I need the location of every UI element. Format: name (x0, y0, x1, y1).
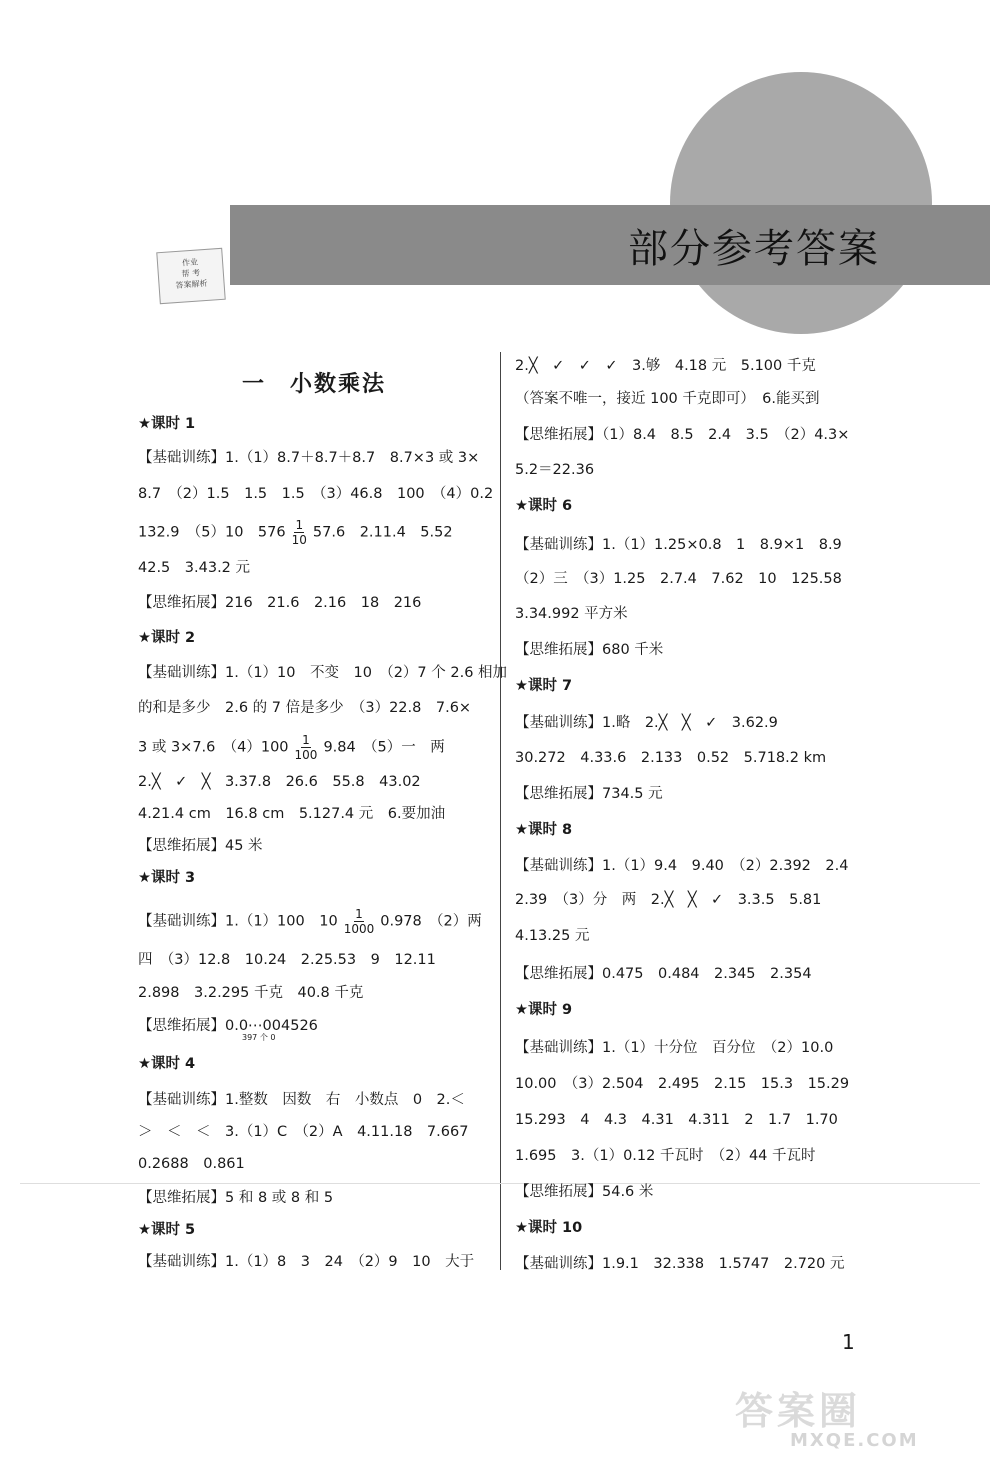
answer-line: 【思维拓展】45 米 (138, 838, 263, 854)
lesson-heading: ★课时 9 (515, 1002, 573, 1018)
answer-line: 的和是多少 2.6 的 7 倍是多少 （3）22.8 7.6× (138, 700, 472, 716)
column-divider (500, 352, 501, 1270)
lesson-heading: ★课时 3 (138, 870, 196, 886)
decorative-circle (670, 72, 932, 334)
answer-line: 8.7 （2）1.5 1.5 1.5 （3）46.8 100 （4）0.2 (138, 486, 494, 502)
watermark-logo: 答案圈 (735, 1389, 862, 1433)
answer-line: 【基础训练】1.（1）8 3 24 （2）9 10 大于 (138, 1254, 475, 1270)
answer-line: 【基础训练】1.（1）1.25×0.8 1 8.9×1 8.9 (515, 537, 842, 553)
answer-line: 【基础训练】1.（1）十分位 百分位 （2）10.0 (515, 1040, 834, 1056)
answer-line: 四 （3）12.8 10.24 2.25.53 9 12.11 (138, 952, 436, 968)
answer-line: 1.695 3.（1）0.12 千瓦时 （2）44 千瓦时 (515, 1148, 816, 1164)
answer-line: 10.00 （3）2.504 2.495 2.15 15.3 15.29 (515, 1076, 850, 1092)
answer-line: 2.╳ ✓ ╳ 3.37.8 26.6 55.8 43.02 (138, 774, 421, 790)
lesson-heading: ★课时 8 (515, 822, 573, 838)
answer-line: 【基础训练】1.整数 因数 右 小数点 0 2.＜ (138, 1092, 465, 1108)
answer-line: （2）三 （3）1.25 2.7.4 7.62 10 125.58 (515, 571, 842, 587)
fraction: $\frac{1}{1000}$ (343, 907, 375, 936)
fraction: $\frac{1}{10}$ (291, 518, 307, 547)
lesson-heading: ★课时 2 (138, 630, 196, 646)
lesson-heading: ★课时 7 (515, 678, 573, 694)
answer-line: 【基础训练】1.9.1 32.338 1.5747 2.720 元 (515, 1256, 845, 1272)
answer-line: 5.2＝22.36 (515, 462, 595, 478)
lesson-heading: ★课时 5 (138, 1222, 196, 1238)
horizontal-rule (20, 1183, 980, 1184)
answer-line: 【思维拓展】680 千米 (515, 642, 664, 658)
answer-line: 2.898 3.2.295 千克 40.8 千克 (138, 985, 364, 1001)
answer-line: 3 或 3×7.6 （4）100 $\frac{1}{100}$ 9.84 （5）一 两 (138, 733, 445, 762)
answer-line: 132.9 （5）10 576 $\frac{1}{10}$ 57.6 2.11.4 5.52 (138, 518, 453, 547)
answer-line: 【基础训练】1.（1）9.4 9.40 （2）2.392 2.4 (515, 858, 849, 874)
answer-line: 【思维拓展】734.5 元 (515, 786, 663, 802)
answer-line: 3.34.992 平方米 (515, 606, 628, 622)
answer-line: 4.13.25 元 (515, 928, 590, 944)
page-title: 部分参考答案 (628, 225, 880, 272)
answer-line: 2.╳ ✓ ✓ ✓ 3.够 4.18 元 5.100 千克 (515, 358, 816, 374)
answer-line: 【基础训练】1.（1）8.7＋8.7＋8.7 8.7×3 或 3× (138, 450, 480, 466)
fraction: $\frac{1}{100}$ (294, 733, 318, 762)
lesson-heading: ★课时 4 (138, 1056, 196, 1072)
answer-line: 【思维拓展】0.0⋯004526 (138, 1018, 318, 1034)
answer-line: 【基础训练】1.（1）100 10 $\frac{1}{1000}$ 0.978 （2）两 (138, 907, 482, 936)
answer-line: 【思维拓展】5 和 8 或 8 和 5 (138, 1190, 334, 1206)
answer-line: 15.293 4 4.3 4.31 4.311 2 1.7 1.70 (515, 1112, 838, 1128)
answer-line: 4.21.4 cm 16.8 cm 5.127.4 元 6.要加油 (138, 806, 446, 822)
answer-line: ＞ ＜ ＜ 3.（1）C （2）A 4.11.18 7.667 (138, 1124, 469, 1140)
answer-line: （答案不唯一，接近 100 千克即可） 6.能买到 (515, 391, 820, 407)
page-number: 1 (842, 1330, 855, 1354)
lesson-heading: ★课时 1 (138, 416, 196, 432)
answer-line: 【基础训练】1.（1）10 不变 10 （2）7 个 2.6 相加 (138, 665, 508, 681)
answer-line: 【思维拓展】54.6 米 (515, 1184, 654, 1200)
answer-line: 【思维拓展】216 21.6 2.16 18 216 (138, 595, 422, 611)
lesson-heading: ★课时 6 (515, 498, 573, 514)
section-title: 一 小数乘法 (241, 372, 386, 397)
answer-line: 2.39 （3）分 两 2.╳ ╳ ✓ 3.3.5 5.81 (515, 892, 822, 908)
stamp-image: 作业 帮 考 答案解析 (156, 248, 225, 304)
answer-line: 【思维拓展】（1）8.4 8.5 2.4 3.5 （2）4.3× (515, 427, 850, 443)
answer-line: 42.5 3.43.2 元 (138, 560, 251, 576)
answer-line: 30.272 4.33.6 2.133 0.52 5.718.2 km (515, 750, 827, 766)
watermark-site: MXQE.COM (790, 1430, 919, 1451)
answer-line: 【思维拓展】0.475 0.484 2.345 2.354 (515, 966, 812, 982)
answer-line: 【基础训练】1.略 2.╳ ╳ ✓ 3.62.9 (515, 715, 778, 731)
lesson-heading: ★课时 10 (515, 1220, 583, 1236)
underbrace-note: 397 个 0 (242, 1033, 276, 1042)
answer-line: 0.2688 0.861 (138, 1156, 245, 1172)
